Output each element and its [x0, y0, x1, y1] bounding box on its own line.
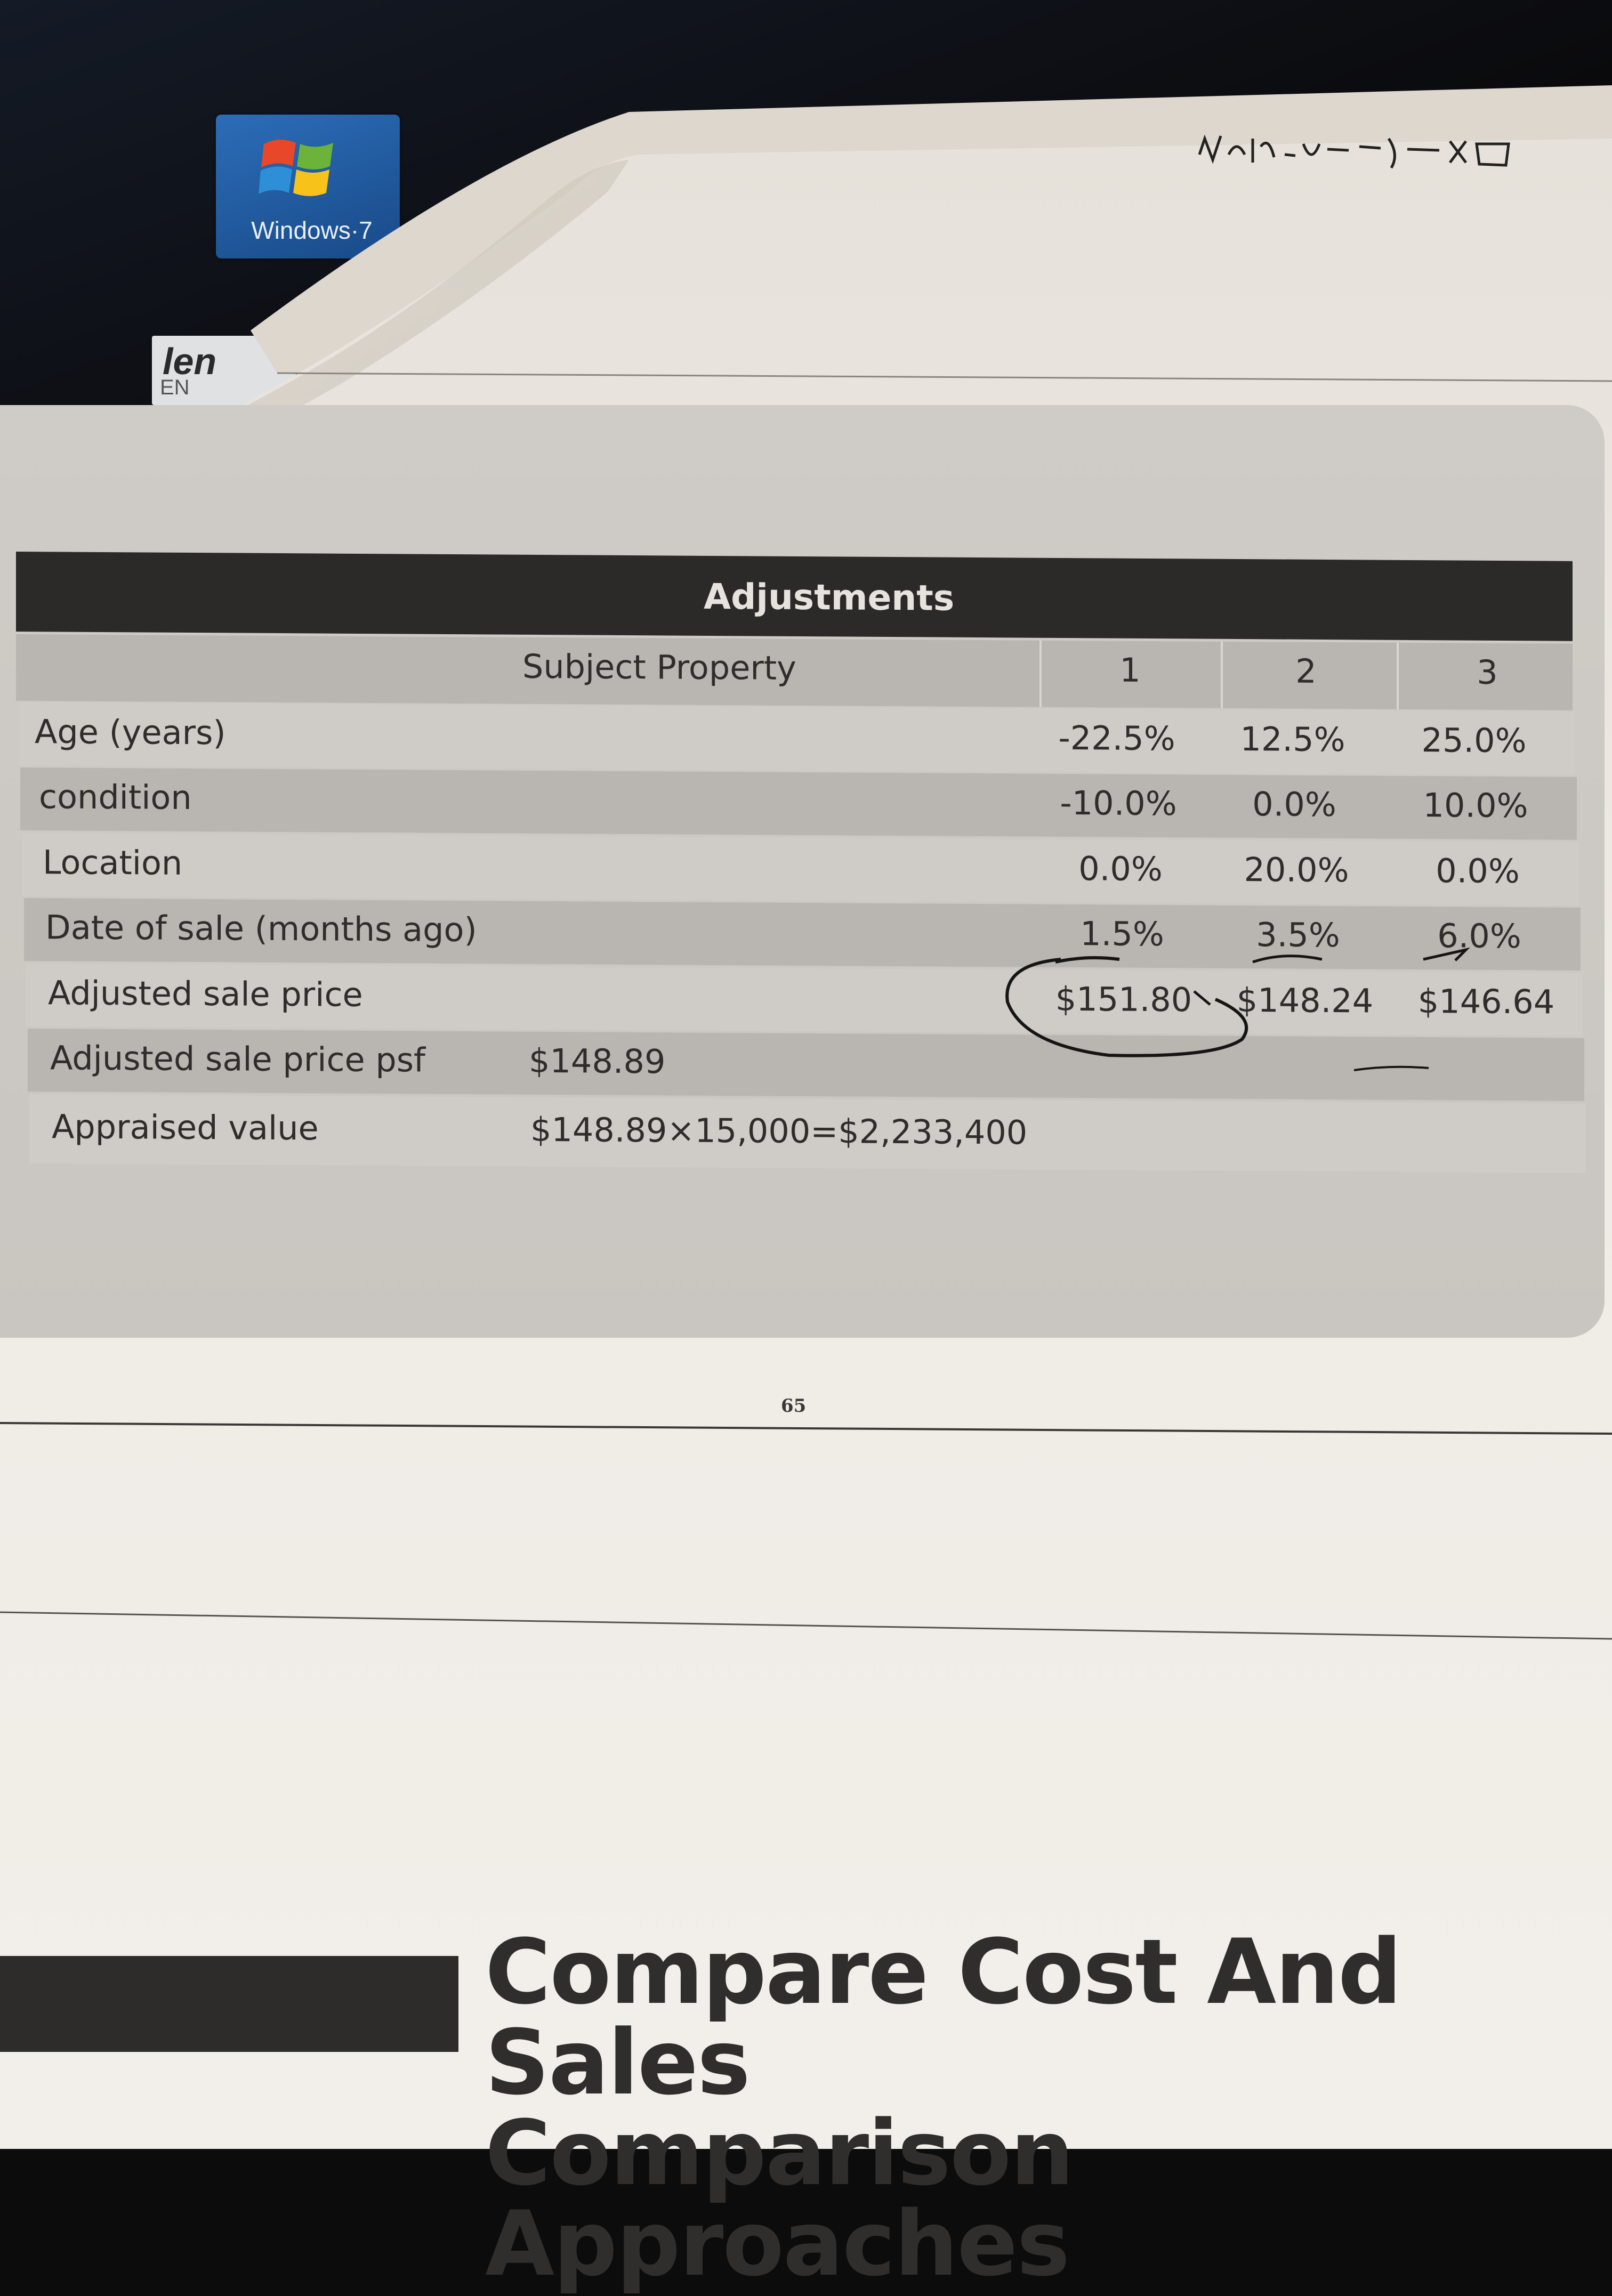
- row-label: Adjusted sale price psf: [50, 1038, 425, 1080]
- handwritten-underline: [1247, 949, 1333, 970]
- comp-1-value: $151.80: [1055, 979, 1192, 1020]
- comp-1-value: -22.5%: [1058, 718, 1175, 758]
- row-label: Location: [43, 843, 183, 883]
- comp-3-value: 25.0%: [1421, 721, 1527, 761]
- comp-2-value: $148.24: [1236, 980, 1374, 1021]
- chapter-bar: [0, 1956, 458, 2052]
- comp-2-header: 2: [1295, 651, 1317, 691]
- comp-3-value: 6.0%: [1437, 916, 1521, 956]
- comp-3-value: 0.0%: [1436, 851, 1520, 891]
- handwritten-note-top: [1189, 117, 1562, 187]
- handwritten-dash: [1349, 1061, 1434, 1077]
- handwritten-circle-mark: [992, 949, 1269, 1087]
- adjustments-header: [16, 552, 1573, 641]
- row-label: condition: [39, 777, 192, 817]
- chapter-title-line-2: Comparison Approaches: [485, 2101, 1073, 2296]
- subject-property-header: Subject Property: [522, 646, 796, 688]
- table-row: [29, 1094, 1586, 1173]
- table-row: [24, 898, 1581, 971]
- table-row: [22, 833, 1579, 906]
- table-row: [26, 964, 1582, 1036]
- row-label: Appraised value: [52, 1107, 319, 1148]
- table-row: [19, 702, 1575, 775]
- comp-3-value: 10.0%: [1423, 786, 1528, 826]
- row-label: Age (years): [35, 712, 226, 753]
- column-divider: [1221, 642, 1223, 708]
- subject-value: $148.89: [529, 1041, 666, 1081]
- subject-value: $148.89×15,000=$2,233,400: [530, 1110, 1028, 1152]
- comp-1-value: 0.0%: [1078, 849, 1163, 889]
- handwritten-tick: [1418, 943, 1482, 965]
- windows-badge-text: Windows·7: [251, 216, 373, 244]
- column-divider: [1397, 643, 1399, 709]
- comp-2-value: 0.0%: [1252, 785, 1336, 824]
- comp-2-value: 20.0%: [1244, 850, 1349, 890]
- lenovo-badge-sub: EN: [160, 376, 190, 399]
- table-row: [20, 767, 1577, 840]
- comp-1-value: -10.0%: [1060, 783, 1177, 823]
- comp-1-value: 1.5%: [1080, 914, 1164, 954]
- lenovo-badge-text: len: [163, 341, 217, 382]
- comp-1-header: 1: [1119, 650, 1141, 690]
- table-header-row: [16, 634, 1573, 710]
- chapter-title-line-1: Compare Cost And Sales: [485, 1920, 1401, 2115]
- column-divider: [1039, 641, 1042, 707]
- page-number: 65: [781, 1395, 807, 1417]
- comp-3-value: $146.64: [1417, 981, 1555, 1022]
- comp-2-value: 12.5%: [1240, 719, 1345, 759]
- comp-3-header: 3: [1477, 652, 1498, 692]
- row-label: Date of sale (months ago): [45, 908, 477, 950]
- comp-2-value: 3.5%: [1256, 915, 1340, 955]
- chapter-title: [485, 1920, 1612, 2296]
- row-label: Adjusted sale price: [48, 973, 363, 1014]
- adjustments-title: Adjustments: [704, 576, 955, 619]
